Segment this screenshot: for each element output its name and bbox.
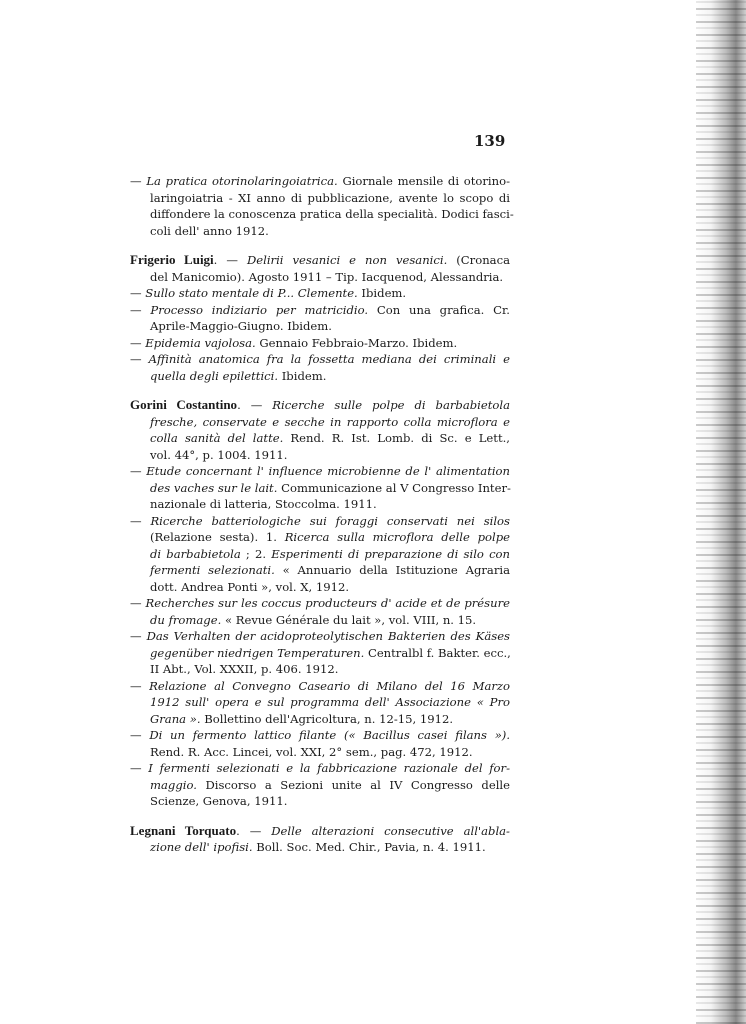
work-title: Ricerca sulla microflora delle polpe: [284, 530, 511, 544]
bibliography-entry: [130, 252, 510, 384]
text-line: [130, 335, 510, 352]
text-line: [130, 252, 510, 269]
text-line: [130, 823, 510, 840]
citation-text: (Relazione sesta). 1.: [150, 530, 285, 544]
work-title: Sullo stato mentale di P... Clemente.: [145, 286, 358, 300]
citation-text: —: [130, 174, 147, 188]
text-line: [130, 839, 510, 856]
text-line: [130, 368, 510, 385]
scan-edge-shadow: [696, 0, 746, 1024]
work-title: La pratica otorinolaringoiatrica.: [146, 174, 338, 188]
citation-text: Aprile-Maggio-Giugno. Ibidem.: [150, 319, 332, 333]
work-title: Affinità anatomica fra la fossetta mediana dei criminali e: [148, 352, 511, 366]
text-line: [130, 190, 510, 207]
citation-text: —: [130, 335, 146, 350]
work-title: Recherches sur les coccus producteurs d' acide et de présure: [145, 596, 510, 610]
work-title: zione dell' ipofisi.: [150, 840, 253, 854]
text-line: [130, 628, 510, 645]
citation-text: ; 2.: [240, 546, 272, 561]
citation-text: « Revue Générale du lait », vol. VIII, n. 15.: [221, 612, 477, 627]
citation-text: —: [130, 286, 146, 300]
text-line: [130, 206, 514, 223]
page-number: 139: [474, 132, 506, 150]
bibliography-text: [130, 173, 514, 869]
text-line: [130, 285, 510, 302]
citation-text: —: [130, 596, 146, 610]
text-line: [130, 793, 510, 810]
text-line: [130, 760, 510, 777]
citation-text: Centralbl f. Bakter. ecc.,: [364, 645, 511, 660]
citation-text: Boll. Soc. Med. Chir., Pavia, n. 4. 1911.: [252, 840, 486, 854]
work-title: du fromage.: [150, 612, 222, 627]
text-line: [130, 579, 510, 596]
text-line: [130, 173, 510, 190]
work-title: Esperimenti di preparazione di silo con: [271, 546, 511, 561]
work-title: gegenüber niedrigen Temperaturen.: [150, 645, 365, 660]
citation-text: . —: [236, 823, 272, 838]
work-title: Di un fermento lattico filante (« Bacillus casei filans »).: [149, 728, 511, 742]
citation-text: coli dell' anno 1912.: [150, 223, 269, 238]
text-line: [130, 661, 510, 678]
work-title: Grana ».: [150, 711, 201, 726]
citation-text: —: [130, 761, 149, 775]
citation-text: Giornale mensile di otorino-: [337, 174, 511, 188]
citation-text: Scienze, Genova, 1911.: [150, 794, 288, 808]
work-title: I fermenti selezionati e la fabbricazione razionale del for-: [148, 761, 510, 775]
work-title: Ricerche batteriologiche sui foraggi conservati nei silos: [150, 513, 510, 528]
citation-text: —: [130, 302, 151, 317]
text-line: [130, 777, 510, 794]
text-line: [130, 397, 510, 414]
citation-text: —: [130, 728, 150, 742]
citation-text: —: [130, 513, 151, 528]
author-name: Gorini Costantino: [130, 397, 238, 412]
text-line: [130, 744, 510, 761]
work-title: Das Verhalten der acidoproteolytischen Bakterien des Käses: [146, 629, 511, 643]
text-line: [130, 727, 510, 744]
citation-text: . —: [237, 398, 273, 412]
text-line: [130, 694, 510, 711]
text-line: [130, 223, 510, 240]
text-line: [130, 318, 510, 335]
text-line: [130, 612, 510, 629]
text-line: [130, 562, 510, 579]
work-title: Ricerche sulle polpe di barbabietola: [272, 398, 511, 412]
citation-text: . —: [213, 253, 247, 267]
work-title: des vaches sur le lait.: [150, 480, 278, 495]
citation-text: Rend. R. Ist. Lomb. di Sc. e Lett.,: [283, 431, 510, 445]
citation-text: del Manicomio). Agosto 1911 – Tip. Iacquenod, Alessandria.: [150, 269, 504, 284]
work-title: fresche, conservate e secche in rapporto colla microflora e: [150, 414, 510, 429]
citation-text: « Annuario della Istituzione Agraria: [274, 563, 510, 577]
work-title: colla sanità del latte.: [150, 431, 284, 445]
text-line: [130, 414, 510, 431]
citation-text: Ibidem.: [357, 286, 407, 300]
citation-text: nazionale di latteria, Stoccolma. 1911.: [150, 497, 377, 511]
bibliography-entry: [130, 397, 510, 810]
text-line: [130, 595, 510, 612]
citation-text: (Cronaca: [447, 253, 510, 267]
text-line: [130, 430, 510, 447]
citation-text: dott. Andrea Ponti », vol. X, 1912.: [150, 579, 350, 594]
text-line: [130, 463, 510, 480]
text-line: [130, 711, 510, 728]
text-line: [130, 529, 510, 546]
work-title: Relazione al Convegno Caseario di Milano del 16 Marzo: [149, 678, 510, 693]
citation-text: Communicazione al V Congresso Inter-: [277, 480, 511, 495]
citation-text: —: [130, 629, 147, 643]
work-title: Delle alterazioni consecutive all'abla-: [271, 823, 510, 838]
citation-text: Gennaio Febbraio-Marzo. Ibidem.: [255, 335, 458, 350]
citation-text: Discorso a Sezioni unite al IV Congresso delle: [196, 777, 510, 792]
citation-text: —: [130, 352, 149, 366]
text-line: [130, 513, 510, 530]
text-line: [130, 447, 510, 464]
text-line: [130, 269, 510, 286]
citation-text: Bollettino dell'Agricoltura, n. 12-15, 1912.: [200, 711, 454, 726]
author-name: Frigerio Luigi: [130, 252, 214, 267]
citation-text: diffondere la conoscenza pratica della specialità. Dodici fasci-: [150, 207, 514, 221]
text-line: [130, 546, 510, 563]
text-line: [130, 480, 510, 497]
work-title: Etude concernant l' influence microbienne de l' alimentation: [146, 464, 511, 478]
text-line: [130, 645, 510, 662]
citation-text: —: [130, 464, 147, 478]
work-title: quella degli epilettici.: [150, 368, 279, 383]
work-title: Delirii vesanici e non vesanici.: [246, 253, 448, 267]
work-title: Epidemia vajolosa.: [145, 335, 256, 350]
citation-text: Ibidem.: [278, 368, 327, 383]
citation-text: —: [130, 678, 150, 693]
citation-text: laringoiatria - XI anno di pubblicazione, avente lo scopo di: [150, 190, 510, 205]
citation-text: Con una grafica. Cr.: [368, 302, 510, 317]
work-title: 1912 sull' opera e sul programma dell' Associazione « Pro: [150, 695, 510, 709]
citation-text: vol. 44°, p. 1004. 1911.: [150, 447, 288, 462]
text-line: [130, 302, 510, 319]
work-title: di barbabietola: [150, 546, 241, 561]
text-line: [130, 678, 510, 695]
citation-text: Rend. R. Acc. Lincei, vol. XXI, 2° sem., pag. 472, 1912.: [150, 744, 473, 759]
work-title: Processo indiziario per matricidio.: [150, 302, 369, 317]
text-line: [130, 496, 510, 513]
citation-text: II Abt., Vol. XXXII, p. 406. 1912.: [150, 662, 339, 676]
bibliography-entry: [130, 823, 510, 856]
work-title: maggio.: [150, 777, 197, 792]
text-line: [130, 351, 510, 368]
work-title: fermenti selezionati.: [150, 563, 275, 577]
bibliography-entry: [130, 173, 514, 239]
author-name: Legnani Torquato: [130, 822, 237, 838]
